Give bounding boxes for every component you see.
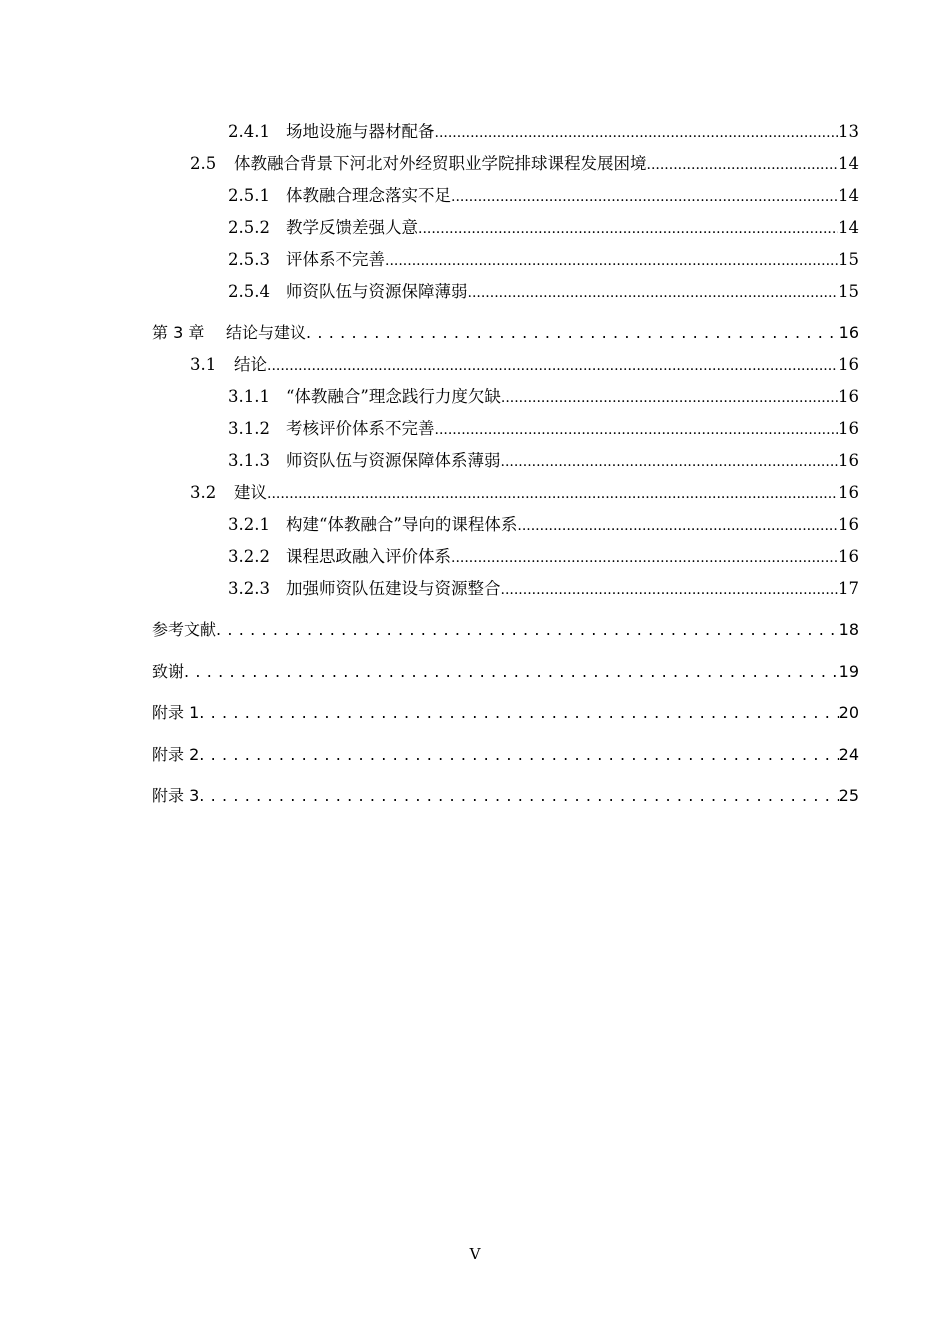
toc-dot-leader [199, 785, 838, 807]
toc-entry-page: 14 [838, 186, 859, 205]
toc-dot-leader [468, 281, 839, 304]
toc-entry-title: 致谢 [152, 662, 185, 681]
toc-chapter-entry[interactable] [152, 322, 859, 344]
toc-entry-page: 15 [838, 282, 859, 301]
toc-entry-page: 18 [838, 620, 859, 639]
toc-entry-number: 2.5 [190, 154, 217, 173]
toc-entry-title: 结论与建议 [226, 323, 307, 342]
toc-entry-title: 建议 [234, 483, 267, 502]
toc-entry-number: 2.5.3 [228, 250, 270, 269]
toc-dot-leader [501, 450, 839, 473]
toc-entry-title: 体教融合理念落实不足 [286, 186, 451, 205]
toc-entry-title: 参考文献 [152, 620, 217, 639]
toc-dot-leader [199, 744, 838, 766]
toc-dot-leader [451, 185, 838, 208]
toc-entry[interactable] [228, 450, 859, 473]
toc-entry-title: 附录 3 [152, 786, 200, 805]
toc-entry-page: 14 [838, 154, 859, 173]
toc-entry-number: 3.2.3 [228, 579, 270, 598]
toc-entry-title: 教学反馈差强人意 [286, 218, 418, 237]
toc-entry[interactable] [228, 121, 859, 144]
toc-entry-title: 体教融合背景下河北对外经贸职业学院排球课程发展困境 [234, 154, 647, 173]
toc-entry-number: 2.5.4 [228, 282, 270, 301]
toc-entry-page: 19 [838, 662, 859, 681]
toc-entry[interactable] [228, 249, 859, 272]
toc-entry-page: 13 [838, 122, 859, 141]
toc-entry-page: 16 [838, 387, 859, 406]
toc-dot-leader [501, 578, 839, 601]
toc-entry[interactable] [228, 185, 859, 208]
toc-entry-number: 2.5.1 [228, 186, 270, 205]
toc-entry-number: 3.2.1 [228, 515, 270, 534]
toc-entry-page: 24 [838, 745, 859, 764]
toc-chapter-entry[interactable] [152, 702, 859, 724]
toc-entry[interactable] [228, 386, 859, 409]
toc-dot-leader [435, 121, 839, 144]
toc-entry-title: 师资队伍与资源保障体系薄弱 [286, 451, 501, 470]
toc-chapter-entry[interactable] [152, 619, 859, 641]
toc-entry[interactable] [190, 153, 859, 176]
toc-dot-leader [418, 217, 838, 240]
toc-dot-leader [451, 546, 838, 569]
toc-entry[interactable] [228, 578, 859, 601]
toc-entry-page: 16 [838, 515, 859, 534]
toc-entry-page: 14 [838, 218, 859, 237]
toc-entry-number: 3.1.2 [228, 419, 270, 438]
toc-dot-leader [501, 386, 838, 409]
toc-entry-number: 3.1.3 [228, 451, 270, 470]
toc-entry-number: 第 3 章 [152, 323, 205, 342]
toc-dot-leader [647, 153, 839, 176]
toc-chapter-entry[interactable] [152, 744, 859, 766]
toc-chapter-entry[interactable] [152, 661, 859, 683]
toc-entry-page: 16 [838, 451, 859, 470]
toc-dot-leader [267, 482, 838, 505]
toc-entry-page: 16 [838, 355, 859, 374]
toc-entry-page: 17 [838, 579, 859, 598]
toc-entry-title: 构建“体教融合”导向的课程体系 [286, 515, 518, 534]
toc-entry-page: 16 [838, 547, 859, 566]
toc-entry-title: 考核评价体系不完善 [286, 419, 435, 438]
page-number-footer: V [469, 1245, 481, 1263]
toc-dot-leader [216, 619, 839, 641]
toc-entry-page: 16 [838, 323, 859, 342]
toc-entry-number: 3.1.1 [228, 387, 270, 406]
toc-dot-leader [199, 702, 838, 724]
toc-entry-number: 2.4.1 [228, 122, 270, 141]
toc-entry-number: 2.5.2 [228, 218, 270, 237]
toc-entry-page: 15 [838, 250, 859, 269]
toc-entry-number: 3.2 [190, 483, 217, 502]
toc-entry-title: 场地设施与器材配备 [286, 122, 435, 141]
toc-dot-leader [385, 249, 838, 272]
toc-entry[interactable] [190, 482, 859, 505]
toc-chapter-entry[interactable] [152, 785, 859, 807]
toc-entry-title: 附录 1 [152, 703, 200, 722]
toc-entry-page: 25 [838, 786, 859, 805]
toc-entry-number: 3.2.2 [228, 547, 270, 566]
toc-entry-title: 结论 [234, 355, 267, 374]
toc-entry-page: 16 [838, 483, 859, 502]
toc-entry[interactable] [190, 354, 859, 377]
toc-dot-leader [184, 661, 839, 683]
toc-entry-page: 20 [838, 703, 859, 722]
toc-entry[interactable] [228, 546, 859, 569]
toc-entry-title: 评体系不完善 [286, 250, 385, 269]
toc-dot-leader [306, 322, 839, 344]
toc-entry-number: 3.1 [190, 355, 217, 374]
toc-entry-title: 课程思政融入评价体系 [286, 547, 451, 566]
toc-entry[interactable] [228, 281, 859, 304]
toc-entry[interactable] [228, 514, 859, 537]
toc-entry[interactable] [228, 217, 859, 240]
toc-entry-title: 师资队伍与资源保障薄弱 [286, 282, 468, 301]
toc-dot-leader [517, 514, 838, 537]
toc-dot-leader [267, 354, 838, 377]
toc-entry-title: “体教融合”理念践行力度欠缺 [286, 387, 501, 406]
toc-entry-title: 附录 2 [152, 745, 200, 764]
toc-entry[interactable] [228, 418, 859, 441]
toc-dot-leader [435, 418, 839, 441]
toc-entry-page: 16 [838, 419, 859, 438]
toc-entry-title: 加强师资队伍建设与资源整合 [286, 579, 501, 598]
